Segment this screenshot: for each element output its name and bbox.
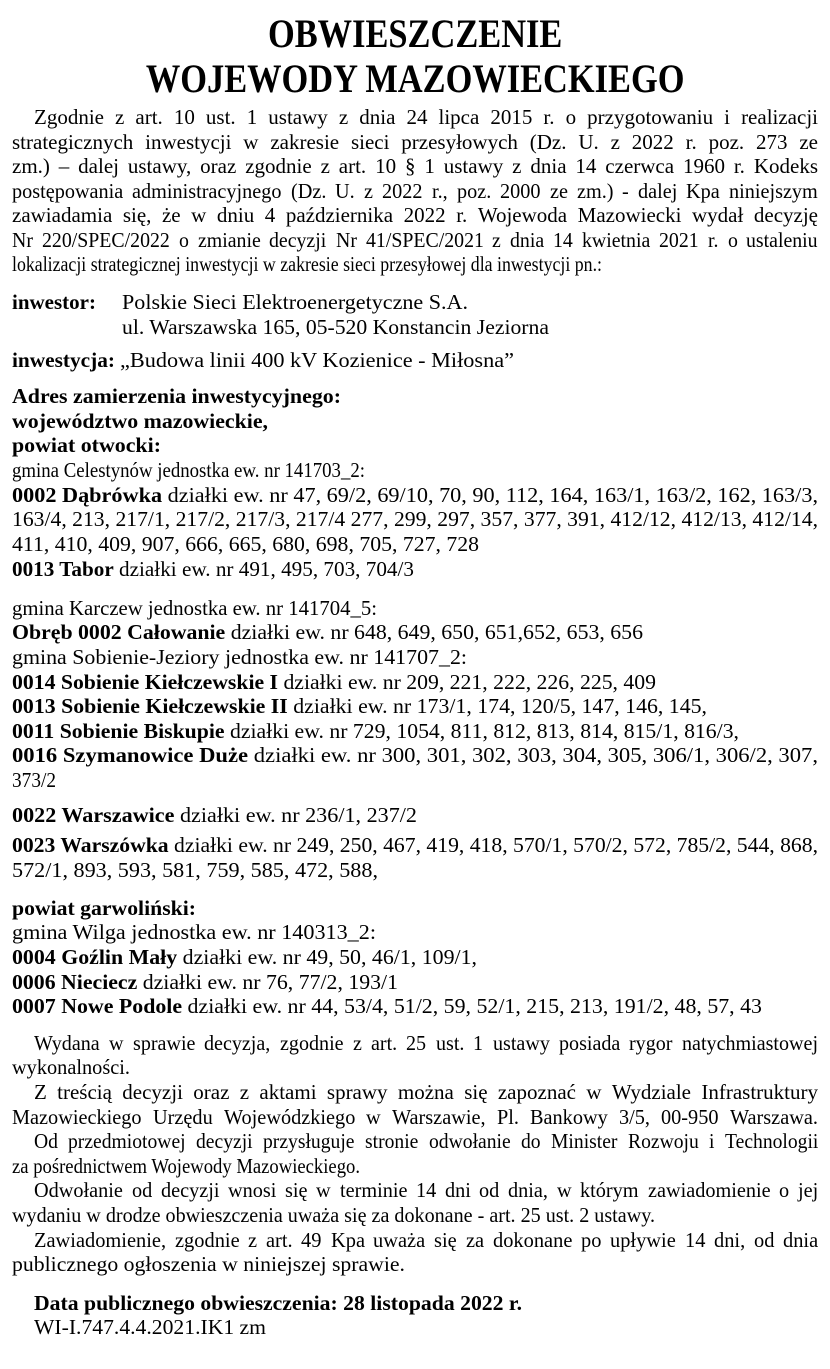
- intro-line: [12, 252, 707, 276]
- voivodeship: [12, 409, 268, 433]
- title-text-1: OBWIESZCZENIE: [267, 11, 563, 56]
- closing-text: Zawiadomienie, zgodnie z art. 49 Kpa uważa się za dokonane po upływie 14 dni, od dnia: [34, 1228, 818, 1252]
- closing-line: [34, 1129, 818, 1153]
- parcel-list: 373/2: [12, 768, 56, 792]
- intro-line: [12, 203, 818, 227]
- closing-line: [34, 1178, 818, 1202]
- parcel-dabrowka: [12, 483, 818, 507]
- closing-text: Odwołanie od decyzji wnosi się w terminie 14 dni od dnia, w którym zawiadomienie o jej: [34, 1178, 818, 1202]
- village-name: 0023 Warszówka: [12, 833, 169, 857]
- parcel-list: działki ew. nr 47, 69/2, 69/10, 70, 90, 112, 164, 163/1, 163/2, 162, 163/3,: [167, 483, 819, 507]
- parcel-tabor: [12, 557, 415, 581]
- parcel-list: 572/1, 893, 593, 581, 759, 585, 472, 588,: [12, 858, 378, 882]
- village-name: 0016 Szymanowice Duże: [12, 743, 249, 767]
- village-name: 0013 Sobienie Kiełczewskie II: [12, 694, 288, 718]
- parcel-list: działki ew. nr 76, 77/2, 193/1: [142, 970, 398, 994]
- investment-label-text: inwestycja:: [12, 348, 115, 372]
- intro-line: [12, 130, 818, 154]
- village-name: 0002 Dąbrówka: [12, 483, 163, 507]
- parcel-list: działki ew. nr 729, 1054, 811, 812, 813, 814, 815/1, 816/3,: [229, 719, 739, 743]
- investor-address-text: ul. Warszawska 165, 05-520 Konstancin Jeziorna: [122, 315, 549, 339]
- closing-text: Wydana w sprawie decyzja, zgodnie z art. 25 ust. 1 ustawy posiada rygor natychmiastowej: [34, 1031, 818, 1055]
- parcel-dabrowka-cont: [12, 532, 479, 556]
- closing-line: [12, 1252, 405, 1276]
- investor-label-text: inwestor:: [12, 290, 96, 314]
- parcel-list: działki ew. nr 209, 221, 222, 226, 225, 409: [283, 670, 656, 694]
- parcel-list: działki ew. nr 300, 301, 302, 303, 304, 305, 306/1, 306/2, 307,: [253, 743, 818, 767]
- parcel-warszawice: [12, 803, 417, 827]
- intro-text: strategicznych inwestycji w zakresie sieci przesyłowych (Dz. U. z 2022 r. poz. 273 ze: [12, 130, 818, 154]
- closing-line: [12, 1154, 404, 1178]
- closing-text: Z treścią decyzji oraz z aktami sprawy można się zapoznać w Wydziale Infrastruktury: [34, 1080, 818, 1104]
- closing-line: [12, 1105, 818, 1129]
- county-otwocki-text: powiat otwocki:: [12, 433, 161, 457]
- parcel-gozlin: [12, 945, 477, 969]
- parcel-kielczewskie-2: [12, 694, 708, 718]
- parcel-list: działki ew. nr 491, 495, 703, 704/3: [119, 557, 415, 581]
- parcel-list: 411, 410, 409, 907, 666, 665, 680, 698, 705, 727, 728: [12, 532, 479, 556]
- parcel-list: działki ew. nr 49, 50, 46/1, 109/1,: [182, 945, 477, 969]
- county-garwolinski-text: powiat garwoliński:: [12, 896, 196, 920]
- parcel-nieciecz: [12, 970, 398, 994]
- title-text-2: WOJEWODY MAZOWIECKIEGO: [145, 56, 685, 101]
- village-name: 0013 Tabor: [12, 557, 114, 581]
- parcel-warszowka: [12, 833, 818, 857]
- parcel-calowanie: [12, 620, 643, 644]
- parcel-list: działki ew. nr 173/1, 174, 120/5, 147, 146, 145,: [293, 694, 708, 718]
- gmina-celestynow-text: gmina Celestynów jednostka ew. nr 141703_2:: [12, 458, 365, 482]
- county-garwolinski: [12, 896, 196, 920]
- investment-name: [120, 348, 514, 372]
- closing-line: [12, 1203, 684, 1227]
- intro-text: lokalizacji strategicznej inwestycji w zakresie sieci przesyłowej dla inwestycji pn.:: [12, 252, 602, 276]
- investor-name-text: Polskie Sieci Elektroenergetyczne S.A.: [122, 290, 468, 314]
- publication-date: [34, 1291, 522, 1315]
- county-otwocki: [12, 433, 161, 457]
- publication-date-text: Data publicznego obwieszczenia: 28 listopada 2022 r.: [34, 1291, 522, 1315]
- closing-line: [34, 1228, 818, 1252]
- intro-text: Zgodnie z art. 10 ust. 1 ustawy z dnia 24 lipca 2015 r. o przygotowaniu i realizacji: [34, 105, 818, 129]
- investment-label: [12, 348, 113, 372]
- intro-text: postępowania administracyjnego (Dz. U. z 2022 r., poz. 2000 ze zm.) - dalej Kpa niniejszym: [12, 179, 818, 203]
- village-name: 0006 Nieciecz: [12, 970, 138, 994]
- closing-text: Od przedmiotowej decyzji przysługuje stronie odwołanie do Minister Rozwoju i Technologii: [34, 1129, 818, 1153]
- voivodeship-text: województwo mazowieckie,: [12, 409, 268, 433]
- intro-line: [12, 154, 818, 178]
- gmina-celestynow: [12, 458, 406, 482]
- parcel-list: działki ew. nr 236/1, 237/2: [179, 803, 417, 827]
- closing-line: [34, 1031, 818, 1055]
- gmina-wilga: [12, 920, 376, 944]
- investor-address: [122, 315, 549, 339]
- parcel-szymanowice-cont: [12, 768, 60, 792]
- gmina-sobienie-text: gmina Sobienie-Jeziory jednostka ew. nr 141707_2:: [12, 645, 467, 669]
- gmina-karczew-text: gmina Karczew jednostka ew. nr 141704_5:: [12, 596, 377, 620]
- village-name: 0011 Sobienie Biskupie: [12, 719, 225, 743]
- village-name: 0004 Goźlin Mały: [12, 945, 178, 969]
- village-name: 0022 Warszawice: [12, 803, 175, 827]
- closing-text: publicznego ogłoszenia w niniejszej sprawie.: [12, 1252, 405, 1276]
- gmina-sobienie: [12, 645, 467, 669]
- address-heading: [12, 384, 341, 408]
- intro-text: Nr 220/SPEC/2022 o zmianie decyzji Nr 41/SPEC/2021 z dnia 14 kwietnia 2021 r. o ustaleniu: [12, 228, 818, 252]
- parcel-podole: [12, 994, 762, 1018]
- address-heading-text: Adres zamierzenia inwestycyjnego:: [12, 384, 341, 408]
- investment-name-text: „Budowa linii 400 kV Kozienice - Miłosna”: [120, 348, 514, 372]
- parcel-szymanowice: [12, 743, 818, 767]
- intro-line: [34, 105, 818, 129]
- closing-line: [34, 1080, 818, 1104]
- title-line-2: [0, 56, 830, 101]
- closing-text: wydaniu w drodze obwieszczenia uważa się za dokonane - art. 25 ust. 2 ustawy.: [12, 1203, 655, 1227]
- parcel-dabrowka-cont: [12, 507, 818, 531]
- gmina-karczew: [12, 596, 382, 620]
- intro-line: [12, 179, 818, 203]
- title-line-1: [0, 11, 830, 56]
- parcel-kielczewskie-1: [12, 670, 656, 694]
- parcel-list: działki ew. nr 648, 649, 650, 651,652, 653, 656: [230, 620, 643, 644]
- investor-name: [122, 290, 468, 314]
- village-name: 0007 Nowe Podole: [12, 994, 183, 1018]
- intro-text: zm.) – dalej ustawy, oraz zgodnie z art. 10 § 1 ustawy z dnia 14 czerwca 1960 r. Kodeks: [12, 154, 818, 178]
- parcel-list: 163/4, 213, 217/1, 217/2, 217/3, 217/4 277, 299, 297, 357, 377, 391, 412/12, 412/13, 412/14,: [12, 507, 818, 531]
- intro-line: [12, 228, 818, 252]
- reference-number-text: WI-I.747.4.4.2021.IK1 zm: [34, 1315, 266, 1339]
- village-name: 0014 Sobienie Kiełczewskie I: [12, 670, 279, 694]
- reference-number: [34, 1315, 266, 1339]
- parcel-biskupie: [12, 719, 739, 743]
- closing-text: Mazowieckiego Urzędu Wojewódzkiego w Warszawie, Pl. Bankowy 3/5, 00-950 Warszawa.: [12, 1105, 818, 1129]
- parcel-warszowka-cont: [12, 858, 378, 882]
- closing-line: [12, 1055, 134, 1079]
- parcel-list: działki ew. nr 249, 250, 467, 419, 418, 570/1, 570/2, 572, 785/2, 544, 868,: [174, 833, 818, 857]
- investor-label: [12, 290, 96, 314]
- closing-text: wykonalności.: [12, 1055, 130, 1079]
- village-name: Obręb 0002 Całowanie: [12, 620, 226, 644]
- gmina-wilga-text: gmina Wilga jednostka ew. nr 140313_2:: [12, 920, 376, 944]
- closing-text: za pośrednictwem Wojewody Mazowieckiego.: [12, 1154, 360, 1178]
- intro-text: zawiadamia się, że w dniu 4 października 2022 r. Wojewoda Mazowiecki wydał decyzję: [12, 203, 818, 227]
- parcel-list: działki ew. nr 44, 53/4, 51/2, 59, 52/1, 215, 213, 191/2, 48, 57, 43: [187, 994, 762, 1018]
